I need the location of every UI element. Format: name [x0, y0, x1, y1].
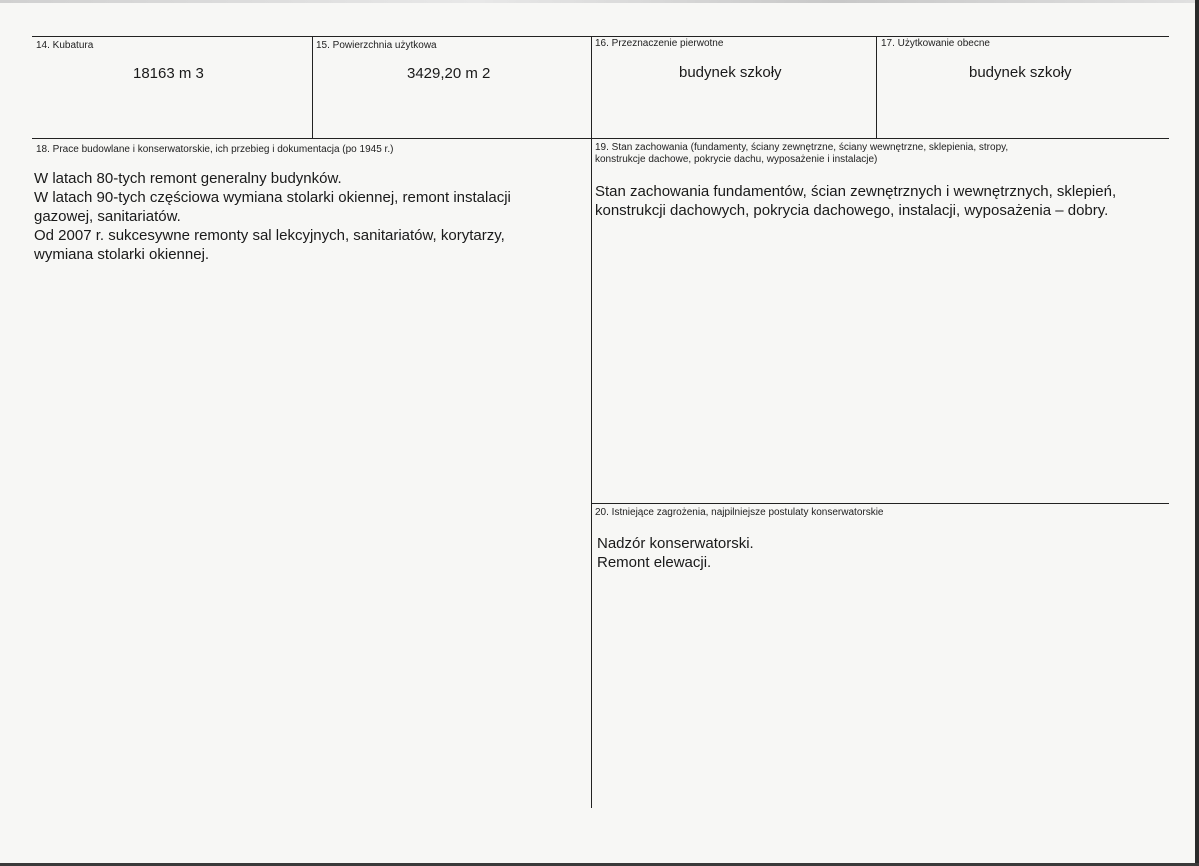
field-19-text: [595, 182, 1116, 220]
field-16-label: 16. Przeznaczenie pierwotne: [595, 38, 724, 49]
field-20-text: [597, 534, 754, 572]
field-15-label: 15. Powierzchnia użytkowa: [316, 40, 437, 51]
field-18-line: W latach 80-tych remont generalny budynków.: [34, 170, 342, 187]
divider-16-17: [876, 36, 877, 139]
field-19-label-line: 19. Stan zachowania (fundamenty, ściany zewnętrzne, ściany wewnętrzne, sklepienia, stropy,: [595, 142, 1009, 153]
field-18-line: gazowej, sanitariatów.: [34, 208, 181, 225]
field-15-value: 3429,20 m 2: [407, 65, 491, 82]
field-19-line: konstrukcji dachowych, pokrycia dachowego, instalacji, wyposażenia – dobry.: [595, 202, 1109, 219]
field-19-line: Stan zachowania fundamentów, ścian zewnętrznych i wewnętrznych, sklepień,: [595, 183, 1117, 200]
field-18-text: [34, 169, 511, 264]
field-20-label: 20. Istniejące zagrożenia, najpilniejsze postulaty konserwatorskie: [595, 507, 884, 518]
field-16-value: budynek szkoły: [679, 64, 782, 81]
field-18-line: W latach 90-tych częściowa wymiana stolarki okiennej, remont instalacji: [34, 189, 511, 206]
divider-14-15: [312, 36, 313, 139]
field-17-value: budynek szkoły: [969, 64, 1072, 81]
field-19-label: [595, 142, 1008, 166]
field-19-label-line: konstrukcje dachowe, pokrycie dachu, wyposażenie i instalacje): [595, 154, 878, 165]
field20-top-border: [591, 503, 1169, 504]
field-18-line: Od 2007 r. sukcesywne remonty sal lekcyjnych, sanitariatów, korytarzy,: [34, 227, 505, 244]
top-border: [32, 36, 1169, 37]
field-20-line: Nadzór konserwatorski.: [597, 535, 754, 552]
field-20-line: Remont elewacji.: [597, 554, 712, 571]
scan-top-edge: [0, 0, 1195, 3]
field-14-label: 14. Kubatura: [36, 40, 94, 51]
field-18-line: wymiana stolarki okiennej.: [34, 246, 210, 263]
field-18-label: 18. Prace budowlane i konserwatorskie, ich przebieg i dokumentacja (po 1945 r.): [36, 144, 394, 155]
row1-bottom-border: [32, 138, 1169, 139]
center-divider: [591, 36, 592, 808]
field-14-value: 18163 m 3: [133, 65, 204, 82]
field-17-label: 17. Użytkowanie obecne: [881, 38, 990, 49]
scan-right-edge: [1195, 0, 1199, 866]
